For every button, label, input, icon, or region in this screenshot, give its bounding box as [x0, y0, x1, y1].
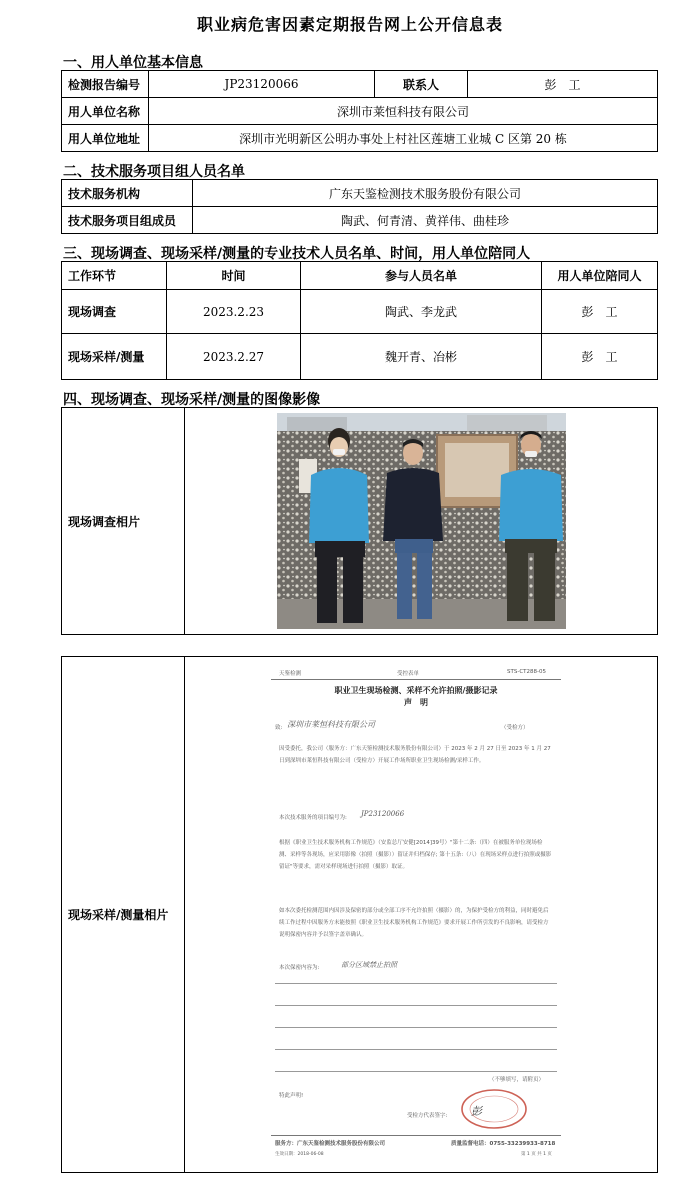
unit-name-value: 深圳市莱恒科技有限公司	[149, 98, 658, 125]
doc-signature-handwriting: 彭	[471, 1105, 482, 1118]
table-row	[62, 334, 658, 380]
doc-blank-line	[275, 1027, 557, 1028]
schedule-people: 陶武、李龙武	[301, 290, 542, 334]
doc-title: 职业卫生现场检测、采样不允许拍照/摄影记录	[334, 686, 498, 695]
sampling-photo-table	[61, 656, 658, 1173]
schedule-date: 2023.2.23	[167, 290, 301, 334]
doc-blank-line	[275, 1049, 557, 1050]
report-no-label: 检测报告编号	[62, 71, 149, 98]
schedule-date: 2023.2.27	[167, 334, 301, 380]
page-title: 职业病危害因素定期报告网上公开信息表	[196, 15, 503, 34]
doc-addressee-handwriting: 深圳市莱恒科技有限公司	[287, 720, 375, 729]
doc-project-no-handwriting: JP23120066	[361, 810, 405, 818]
agency-value: 广东天鉴检测技术服务股份有限公司	[193, 180, 658, 207]
doc-footer-right: 质量监督电话：0755-33239933-8718	[451, 1141, 556, 1147]
contact-value: 彭 工	[468, 71, 658, 98]
members-value: 陶武、何青清、黄祥伟、曲桂珍	[193, 207, 658, 234]
agency-label: 技术服务机构	[62, 180, 193, 207]
doc-footer-page: 第 1 页 共 1 页	[521, 1152, 552, 1157]
sampling-photo-label: 现场采样/测量相片	[62, 657, 185, 1173]
doc-footer-date: 生效日期：2018-06-08	[275, 1152, 324, 1157]
schedule-header-people: 参与人员名单	[301, 262, 542, 290]
doc-project-no-label: 本次技术服务的项目编号为:	[279, 815, 347, 821]
doc-footer-rule	[271, 1135, 561, 1136]
doc-secret-handwriting: 部分区域禁止拍照	[341, 961, 397, 969]
contact-label: 联系人	[375, 71, 468, 98]
doc-addressee-suffix: （受检方）	[501, 725, 529, 731]
doc-footer-left: 服务方：广东天鉴检测技术服务股份有限公司	[275, 1141, 386, 1147]
schedule-header-date: 时间	[167, 262, 301, 290]
sampling-photo	[271, 665, 561, 1165]
survey-photo-cell	[185, 408, 658, 635]
doc-signer-label: 受检方代表签字:	[407, 1113, 448, 1119]
doc-secret-label: 本次保密内容为:	[279, 965, 320, 971]
company-seal-icon	[459, 1087, 529, 1131]
schedule-table	[61, 261, 658, 380]
doc-closing: 特此声明!	[279, 1093, 304, 1099]
unit-address-label: 用人单位地址	[62, 125, 149, 152]
section-heading-images: 四、现场调查、现场采样/测量的图像影像	[63, 392, 321, 408]
members-label: 技术服务项目组成员	[62, 207, 193, 234]
survey-photo-label: 现场调查相片	[62, 408, 185, 635]
schedule-people: 魏开青、冶彬	[301, 334, 542, 380]
doc-blank-line	[275, 983, 557, 984]
section-heading-basic-info: 一、用人单位基本信息	[63, 55, 203, 71]
section-heading-team: 二、技术服务项目组人员名单	[63, 164, 245, 180]
schedule-header-escort: 用人单位陪同人	[542, 262, 658, 290]
doc-header-left: 天鉴检测	[279, 671, 302, 677]
doc-header-mid: 受控表单	[397, 671, 420, 677]
survey-photo-table	[61, 407, 658, 635]
team-table	[61, 179, 658, 234]
unit-address-value: 深圳市光明新区公明办事处上村社区莲塘工业城 C 区第 20 栋	[149, 125, 658, 152]
doc-not-enough-note: （不够填写，请附页）	[489, 1077, 545, 1083]
doc-paragraph-3: 如本次委托检测范围内因涉及保密的部分或全部工序不允许拍照（摄影）的，为保护受检方的利益，同时避免后续工作过程中因服务方未能按照《职业卫生技术服务机构工作规范》要求开展工作所引发的不良影响，请受检方说明保密内容并予以签字盖章确认。	[279, 908, 549, 938]
basic-info-table	[61, 70, 658, 152]
survey-photo	[277, 413, 566, 629]
doc-blank-line	[275, 1005, 557, 1006]
section-heading-schedule: 三、现场调查、现场采样/测量的专业技术人员名单、时间，用人单位陪同人	[63, 246, 531, 262]
unit-name-label: 用人单位名称	[62, 98, 149, 125]
doc-paragraph-1: 因受委托，我公司（服务方：广东天鉴检测技术服务股份有限公司）于 2023 年 2 月 27 日至 2023 年 1 月 27 日到深圳市莱恒科技有限公司（受检方）开展工作场所职业卫生现场检测/采样工作。	[279, 746, 551, 764]
schedule-header-stage: 工作环节	[62, 262, 167, 290]
table-row	[62, 290, 658, 334]
doc-header-rule	[271, 679, 561, 680]
report-no-value: JP23120066	[149, 71, 375, 98]
schedule-escort: 彭 工	[542, 290, 658, 334]
sampling-photo-cell	[185, 657, 658, 1173]
schedule-stage: 现场采样/测量	[62, 334, 167, 380]
schedule-stage: 现场调查	[62, 290, 167, 334]
doc-paragraph-2: 根据《职业卫生技术服务机构工作规范》（安监总厅安健[2014]39号）"第十二条:（四）在被服务单位现场检测、采样等各现场，应采用影像（拍照（摄影））留证并归档保存; 第十五条:（八）在现场采样点进行拍照或摄影留证"等要求，需对采样现场进行拍照（摄影）取证。	[279, 840, 552, 870]
doc-header-right: STS-CT288-05	[507, 669, 547, 675]
doc-addressee-prefix: 致:	[275, 725, 283, 731]
schedule-escort: 彭 工	[542, 334, 658, 380]
doc-subtitle: 声 明	[404, 698, 428, 707]
doc-blank-line	[275, 1071, 557, 1072]
